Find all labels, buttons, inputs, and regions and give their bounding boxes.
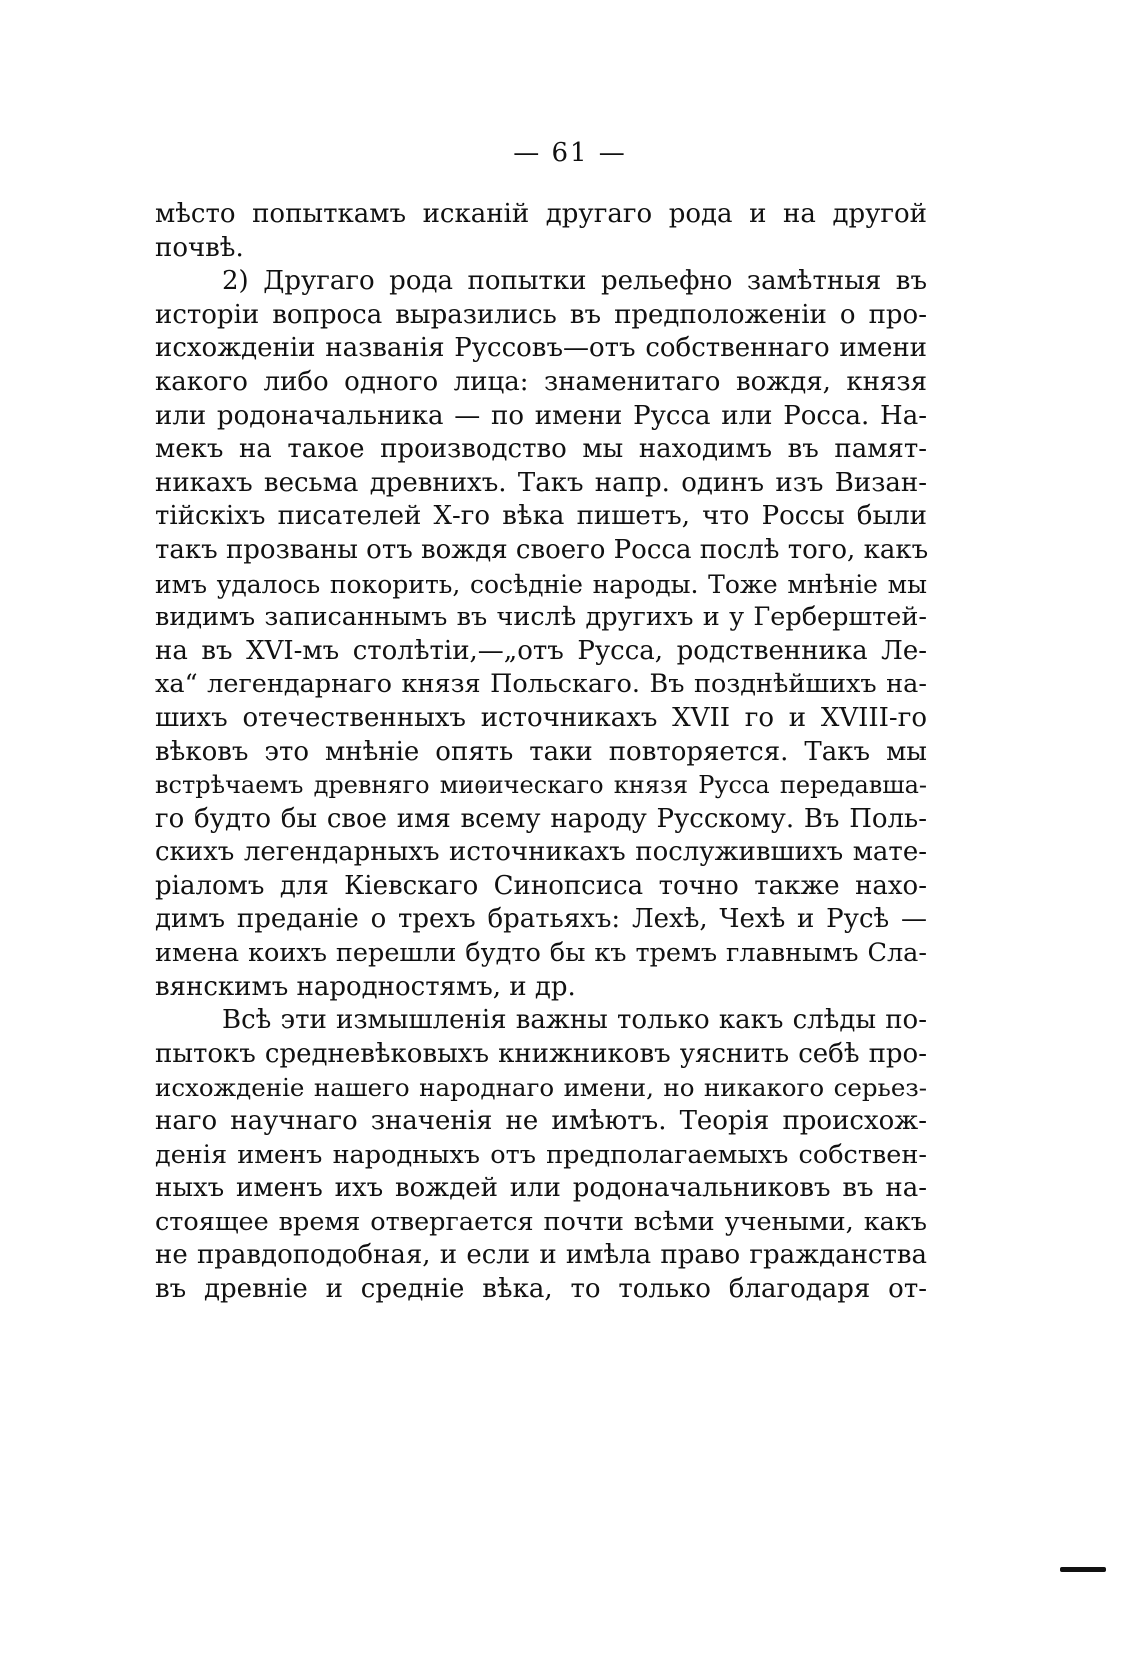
text-line: денія именъ народныхъ отъ предполагаемыхъ собствен- — [155, 1139, 927, 1170]
text-line: ныхъ именъ ихъ вождей или родоначальниковъ въ на- — [155, 1173, 927, 1204]
text-line: мекъ на такое производство мы находимъ въ памят- — [155, 434, 927, 465]
text-line: встрѣчаемъ древняго миѳическаго князя Русса передавша- — [155, 771, 927, 800]
paragraph-start-line: 2) Другаго рода попытки рельефно замѣтныя въ — [222, 266, 927, 297]
paragraph-start-line: Всѣ эти измышленія важны только какъ слѣды по- — [222, 1005, 927, 1036]
text-line: въ древніе и средніе вѣка, то только благодаря от- — [155, 1274, 927, 1304]
text-line: мѣсто попыткамъ исканій другаго рода и на другой — [155, 199, 927, 229]
text-line: ріаломъ для Кіевскаго Синопсиса точно также нахо- — [155, 870, 927, 901]
text-line: исхожденіе нашего народнаго имени, но никакого серьез- — [155, 1073, 927, 1103]
text-line: стоящее время отвергается почти всѣми учеными, какъ — [155, 1206, 927, 1237]
text-line: ха“ легендарнаго князя Польскаго. Въ позднѣйшихъ на- — [155, 669, 927, 700]
text-line: тійскіхъ писателей Х-го вѣка пишетъ, что Россы были — [155, 501, 927, 532]
text-line: почвѣ. — [155, 232, 244, 263]
text-line: исхожденіи названія Руссовъ—отъ собственнаго имени — [155, 333, 927, 364]
text-line: такъ прозваны отъ вождя своего Росса послѣ того, какъ — [155, 534, 929, 565]
text-line: никахъ весьма древнихъ. Такъ напр. одинъ изъ Визан- — [155, 467, 927, 498]
text-line: имъ удалось покорить, сосѣдніе народы. Тоже мнѣніе мы — [155, 569, 927, 599]
text-line: не правдоподобная, и если и имѣла право гражданства — [155, 1240, 927, 1271]
text-line: видимъ записаннымъ въ числѣ другихъ и у Герберштей- — [155, 602, 927, 633]
text-line: какого либо одного лица: знаменитаго вождя, князя — [155, 366, 927, 397]
text-line: вѣковъ это мнѣніе опять таки повторяется. Такъ мы — [155, 736, 927, 767]
text-line: имена коихъ перешли будто бы къ тремъ главнымъ Сла- — [155, 938, 927, 969]
text-line: го будто бы свое имя всему народу Русскому. Въ Поль- — [155, 803, 927, 834]
body-text — [155, 198, 927, 1307]
text-line: исторіи вопроса выразились въ предположеніи о про- — [155, 299, 927, 330]
text-line: скихъ легендарныхъ источникахъ послужившихъ мате- — [155, 837, 927, 868]
page-number: — 61 — — [513, 138, 627, 168]
text-line: димъ преданіе о трехъ братьяхъ: Лехѣ, Чехѣ и Русѣ — — [155, 904, 927, 935]
text-line: или родоначальника — по имени Русса или Росса. На- — [155, 400, 927, 431]
page-edge-mark — [1060, 1567, 1106, 1572]
text-line: наго научнаго значенія не имѣютъ. Теорія происхож- — [155, 1106, 927, 1137]
text-line: на въ XVI-мъ столѣтіи,—„отъ Русса, родственника Ле- — [155, 635, 927, 666]
text-line: пытокъ средневѣковыхъ книжниковъ уяснить себѣ про- — [155, 1038, 927, 1069]
text-line: вянскимъ народностямъ, и др. — [155, 971, 576, 1002]
text-line: шихъ отечественныхъ источникахъ XVII го и XVIII-го — [155, 702, 927, 733]
